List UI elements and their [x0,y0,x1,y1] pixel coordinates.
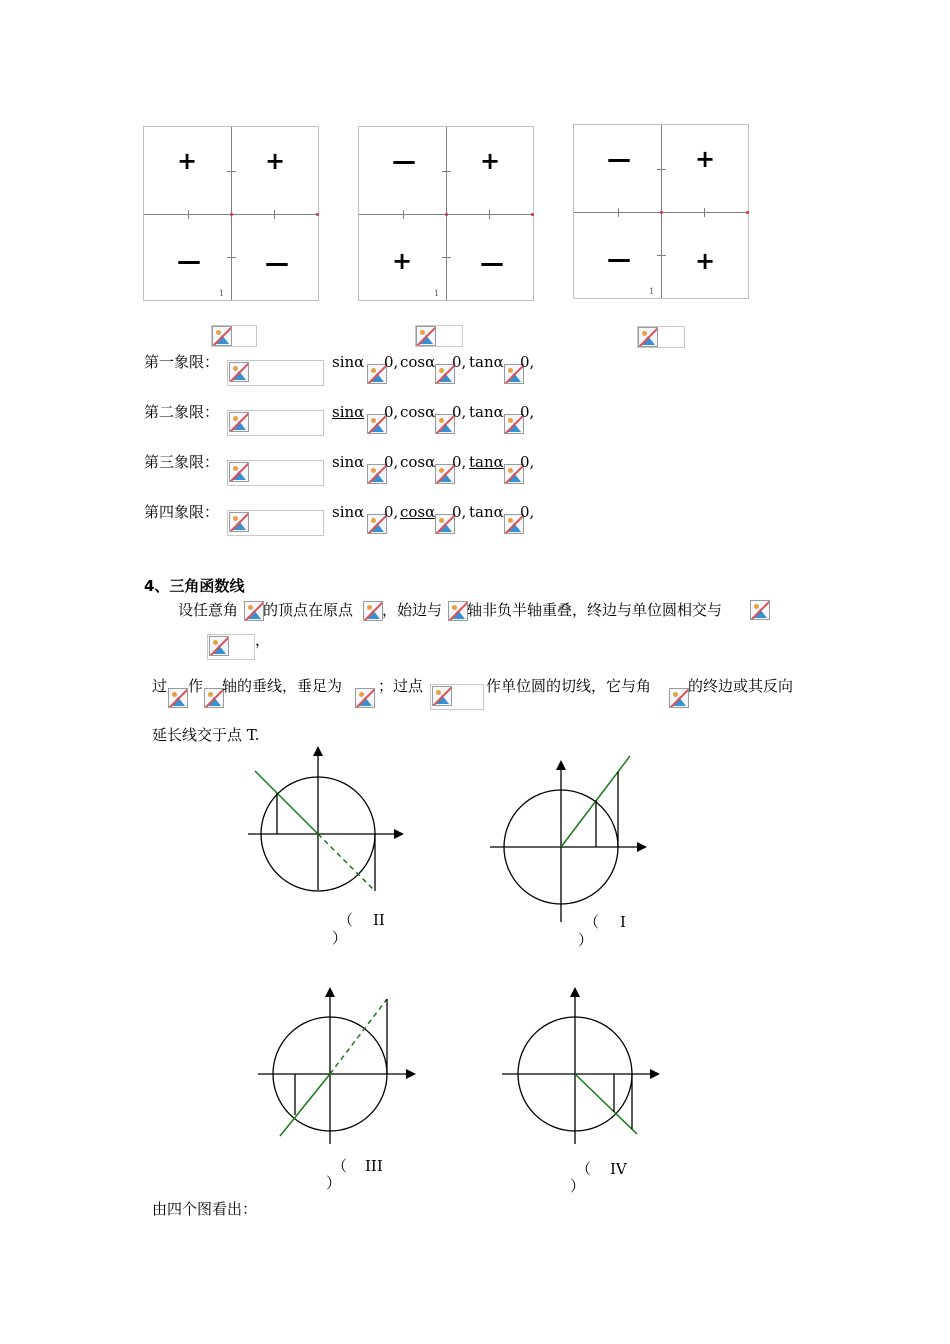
cos-alpha: cosα [400,353,436,371]
image-icon [229,412,249,432]
figure-caption-close: ） [332,929,348,947]
tan-alpha: tanα [469,403,504,421]
quadrant-label: 第二象限： [144,403,220,421]
sign-chart [573,124,749,299]
section-heading: 4、三角函数线 [144,577,245,595]
quadrant-label: 第四象限： [144,503,220,521]
paragraph-text: 作 [188,677,204,695]
paragraph-comma: ， [255,631,271,649]
tick-label: 1 [649,287,655,296]
minus-sign: — [480,249,504,277]
paragraph-text: 轴的垂线，垂足为 [222,677,343,695]
origin-dot [316,213,319,216]
axis-tick [618,208,619,217]
zero-value: 0, [384,503,399,521]
image-icon [638,327,658,347]
paragraph-text: 的终边或其反向 [688,677,794,695]
axis-tick [442,257,451,258]
image-icon [209,636,229,656]
zero-value: 0, [452,403,467,421]
sign-chart [358,126,534,301]
paragraph-text: 设任意角 [178,601,239,619]
tan-alpha: tanα [469,453,504,471]
image-icon [750,600,770,620]
zero-value: 0, [384,453,399,471]
conclusion-text: 由四个图看出： [152,1200,258,1218]
figure-caption-open: （ [576,1160,592,1178]
paragraph-text: 的顶点在原点 [263,601,354,619]
minus-sign: — [607,145,631,173]
sin-alpha: sinα [332,403,365,421]
origin-dot [660,211,663,214]
zero-value: 0, [452,353,467,371]
minus-sign: — [265,249,289,277]
figure-caption-numeral: IV [610,1160,627,1178]
zero-value: 0, [520,453,535,471]
figure-caption-open: （ [332,1157,348,1175]
paragraph-text: 轴非负半轴重叠，终边与单位圆相交与 [467,601,723,619]
axis-tick [403,210,404,219]
minus-sign: — [392,147,416,175]
image-icon [212,326,232,346]
paragraph-text: ，始边与 [382,601,443,619]
origin-dot [445,213,448,216]
plus-sign: + [177,147,198,175]
tick-label: 1 [434,289,440,298]
figure-caption-close: ） [326,1174,342,1192]
cos-alpha: cosα [400,403,436,421]
zero-value: 0, [520,353,535,371]
plus-sign: + [392,247,413,275]
image-icon [669,688,689,708]
zero-value: 0, [520,503,535,521]
figure-caption-close: ） [570,1177,586,1195]
axis-tick [489,210,490,219]
zero-value: 0, [384,403,399,421]
axis-tick [227,171,236,172]
image-icon [168,688,188,708]
image-icon [229,512,249,532]
plus-sign: + [695,247,716,275]
origin-dot [531,213,534,216]
unit-circle-figure-i [486,750,666,925]
minus-sign: — [607,245,631,273]
image-icon [432,686,452,706]
unit-circle-figure-iv [496,982,676,1147]
plus-sign: + [265,147,286,175]
figure-caption-numeral: I [620,913,626,931]
figure-caption-numeral: III [365,1157,383,1175]
zero-value: 0, [452,453,467,471]
zero-value: 0, [384,353,399,371]
paragraph-text: 作单位圆的切线，它与角 [486,677,652,695]
plus-sign: + [480,147,501,175]
zero-value: 0, [520,403,535,421]
minus-sign: — [177,247,201,275]
axis-tick [227,257,236,258]
image-icon [416,326,436,346]
figure-caption-open: （ [584,913,600,931]
origin-dot [230,213,233,216]
zero-value: 0, [452,503,467,521]
paragraph-text: 延长线交于点 T. [152,726,260,744]
image-icon [244,601,264,621]
axis-tick [704,208,705,217]
image-icon [448,601,468,621]
tan-alpha: tanα [469,503,504,521]
figure-caption-open: （ [338,911,354,929]
cos-alpha: cosα [400,453,436,471]
unit-circle-figure-iii [252,982,432,1147]
cos-alpha: cosα [400,503,436,521]
figure-caption-close: ） [578,931,594,949]
unit-circle-figure-ii [240,740,420,900]
tan-alpha: tanα [469,353,504,371]
figure-caption-numeral: II [373,911,385,929]
axis-tick [188,210,189,219]
axis-tick [657,255,666,256]
sin-alpha: sinα [332,353,365,371]
axis-tick [442,171,451,172]
tick-label: 1 [219,289,225,298]
quadrant-label: 第一象限： [144,353,220,371]
sin-alpha: sinα [332,453,365,471]
plus-sign: + [695,145,716,173]
origin-dot [746,211,749,214]
sign-chart [143,126,319,301]
image-icon [229,462,249,482]
sin-alpha: sinα [332,503,365,521]
paragraph-text: ；过点 [378,677,424,695]
axis-tick [657,169,666,170]
image-icon [229,362,249,382]
image-icon [204,688,224,708]
quadrant-label: 第三象限： [144,453,220,471]
paragraph-text: 过 [152,677,168,695]
axis-tick [274,210,275,219]
image-icon [355,688,375,708]
image-icon [363,601,383,621]
